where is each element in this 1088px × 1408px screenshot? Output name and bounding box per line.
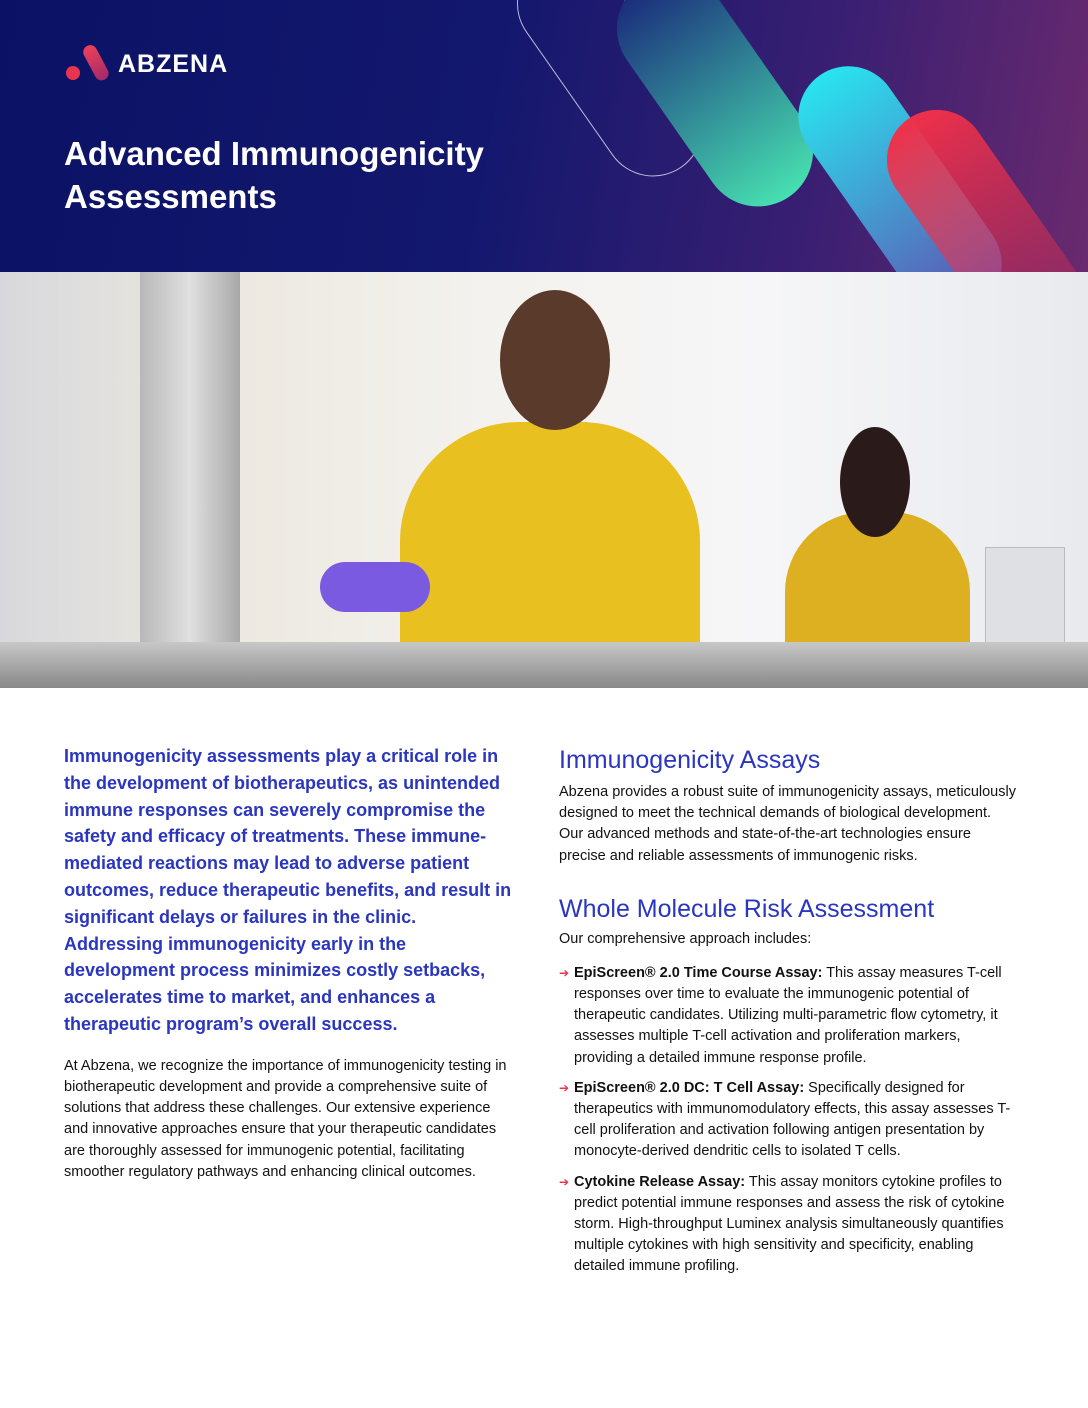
lead-text: Our comprehensive approach includes: <box>559 930 812 947</box>
logo-text: ABZENA <box>118 49 229 78</box>
item-text: Specifically designed for therapeutics with immunomodulatory effects, this assay assesses T-cell proliferation and activation following antigen presentation by monocyte-derived dendritic cells to isolated T cells. <box>574 1079 1011 1160</box>
item-text: This assay monitors cytokine profiles to predict potential immune responses and assess the risk of cytokine storm. High-throughput Luminex analysis simultaneously quantifies multiple cytokines with high sensitivity and specificity, enabling detailed immune profiling. <box>574 1173 1005 1275</box>
list-item <box>559 1078 1019 1163</box>
arrow-right-icon: ➔ <box>559 965 570 980</box>
logo-mark-icon <box>66 46 108 82</box>
section-heading-risk: Whole Molecule Risk Assessment <box>559 894 935 923</box>
abzena-logo <box>66 46 228 82</box>
header-banner <box>0 0 1088 272</box>
item-title: EpiScreen® 2.0 Time Course Assay: <box>574 964 823 981</box>
list-item <box>559 963 1019 1069</box>
arrow-right-icon: ➔ <box>559 1080 570 1095</box>
list-item <box>559 1172 1019 1278</box>
arrow-right-icon: ➔ <box>559 1174 570 1189</box>
item-text: This assay measures T-cell responses over time to evaluate the immunogenic potential of therapeutic candidates. Utilizing multi-parametric flow cytometry, it assesses multiple T-cell activation and proliferation markers, providing a detailed immune response profile. <box>574 964 1002 1066</box>
item-title: EpiScreen® 2.0 DC: T Cell Assay: <box>574 1079 805 1096</box>
lab-photo <box>0 272 1088 688</box>
assay-list <box>559 963 1019 1278</box>
item-title: Cytokine Release Assay: <box>574 1173 746 1190</box>
body-paragraph: At Abzena, we recognize the importance of immunogenicity testing in biotherapeutic development and provide a comprehensive suite of solutions that address these challenges. Our extensive experience and innovative approaches ensure that your therapeutic candidates are thoroughly assessed for immunogenic potential, facilitating smoother regulatory pathways and enhancing clinical outcomes. <box>64 1057 507 1180</box>
intro-paragraph: Immunogenicity assessments play a critical role in the development of biotherapeutics, as unintended immune responses can severely compromise the safety and efficacy of treatments. These immune-mediated reactions may lead to adverse patient outcomes, reduce therapeutic benefits, and result in significant delays or failures in the clinic. Addressing immunogenicity early in the development process minimizes costly setbacks, accelerates time to market, and enhances a therapeutic program’s overall success. <box>64 746 512 1034</box>
section-heading-assays: Immunogenicity Assays <box>559 746 821 774</box>
left-column <box>64 743 514 1183</box>
right-column <box>559 744 1019 1287</box>
page-title: Advanced Immunogenicity Assessments <box>64 135 484 215</box>
assays-paragraph: Abzena provides a robust suite of immunogenicity assays, meticulously designed to meet the technical demands of biological development. Our advanced methods and state-of-the-art technologies ensure precise and reliable assessments of immunogenic risks. <box>559 784 1016 864</box>
